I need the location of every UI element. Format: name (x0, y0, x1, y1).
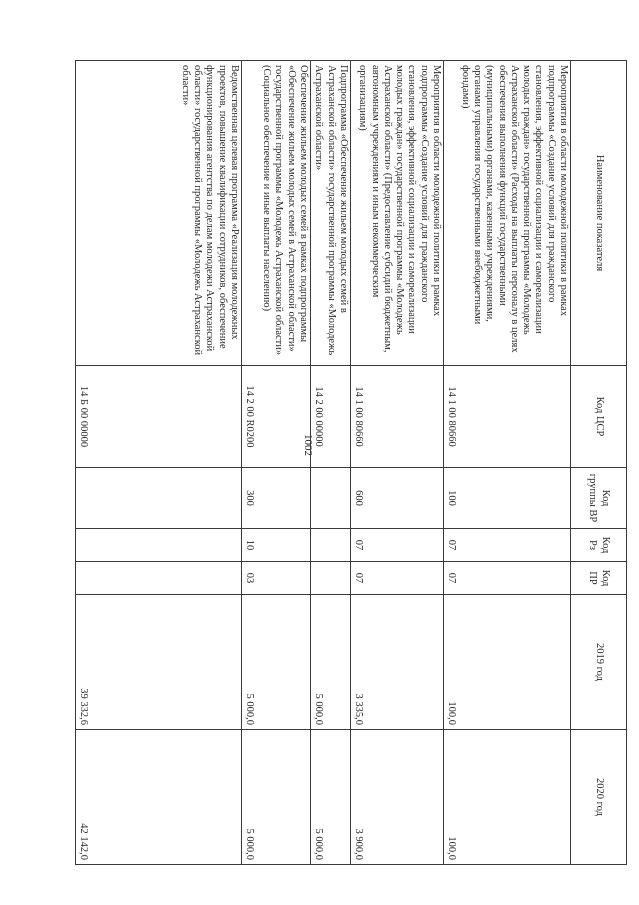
table-header-row (571, 61, 627, 865)
cell-2020: 5 000,0 (242, 730, 311, 865)
cell-csr: 14 1 00 80660 (351, 366, 444, 468)
cell-pr: 07 (351, 562, 444, 595)
cell-2020: 3 900,0 (351, 730, 444, 865)
cell-2019: 5 000,0 (311, 595, 351, 730)
cell-2019: 100,0 (444, 595, 571, 730)
table-row (76, 61, 242, 865)
page-number: 1002 (302, 434, 314, 456)
cell-csr: 14 2 00 R0200 (242, 366, 311, 468)
cell-name: Мероприятия в области молодежной политики в рамках подпрограммы «Создание условий для гражданского становления, эффективной социализации и самореализации молодых граждан» государственной программы «Молодежь Астраханской области» (Расходы на выплаты персоналу в целях обеспечения выполнения функций государственными (муниципальными) органами, казенными учреждениями, органами управления государственными внебюджетными фондами) (444, 61, 571, 366)
cell-pr (76, 562, 242, 595)
header-pr: Код ПР (571, 562, 627, 595)
header-2020: 2020 год (571, 730, 627, 865)
cell-vr (311, 468, 351, 529)
cell-pr: 07 (444, 562, 571, 595)
cell-rz (311, 529, 351, 562)
cell-2019: 3 335,0 (351, 595, 444, 730)
cell-name: Подпрограмма «Обеспечение жильем молодых семей в Астраханской области» государственной программы «Молодежь Астраханской области» (311, 61, 351, 366)
cell-rz (76, 529, 242, 562)
cell-vr: 300 (242, 468, 311, 529)
header-vr: Код группы ВР (571, 468, 627, 529)
budget-table (75, 60, 627, 865)
cell-pr: 03 (242, 562, 311, 595)
cell-2020: 5 000,0 (311, 730, 351, 865)
cell-csr: 14 2 00 00000 (311, 366, 351, 468)
table-row (242, 61, 311, 865)
cell-rz: 07 (444, 529, 571, 562)
cell-vr: 100 (444, 468, 571, 529)
cell-vr (76, 468, 242, 529)
cell-name: Мероприятия в области молодежной политики в рамках подпрограммы «Создание условий для гражданского становления, эффективной социализации и самореализации молодых граждан» государственной программы «Молодежь Астраханской области» (Предоставление субсидий бюджетным, автономным учреждениям и иным некоммерческим организациям) (351, 61, 444, 366)
header-csr: Код ЦСР (571, 366, 627, 468)
cell-2020: 100,0 (444, 730, 571, 865)
cell-name: Обеспечение жильем молодых семей в рамках подпрограммы «Обеспечение жильем молодых семей в Астраханской области» государственной программы «Молодежь Астраханской области» (Социальное обеспечение и иные выплаты населению) (242, 61, 311, 366)
cell-pr (311, 562, 351, 595)
cell-vr: 600 (351, 468, 444, 529)
cell-rz: 10 (242, 529, 311, 562)
cell-2019: 5 000,0 (242, 595, 311, 730)
header-name: Наименование показателя (571, 61, 627, 366)
cell-csr: 14 Б 00 00000 (76, 366, 242, 468)
table-row (311, 61, 351, 865)
cell-name: Ведомственная целевая программа «Реализация молодежных проектов, повышение квалификации сотрудников, обеспечение функционирования агентства по делам молодежи Астраханской области» государственной программы «Молодежь Астраханской области» (76, 61, 242, 366)
header-2019: 2019 год (571, 595, 627, 730)
cell-2020: 42 142,0 (76, 730, 242, 865)
cell-csr: 14 1 00 80660 (444, 366, 571, 468)
header-rz: Код Рз (571, 529, 627, 562)
cell-rz: 07 (351, 529, 444, 562)
cell-2019: 39 332,6 (76, 595, 242, 730)
table-row (351, 61, 444, 865)
document-table-rotated (76, 60, 627, 864)
table-row (444, 61, 571, 865)
